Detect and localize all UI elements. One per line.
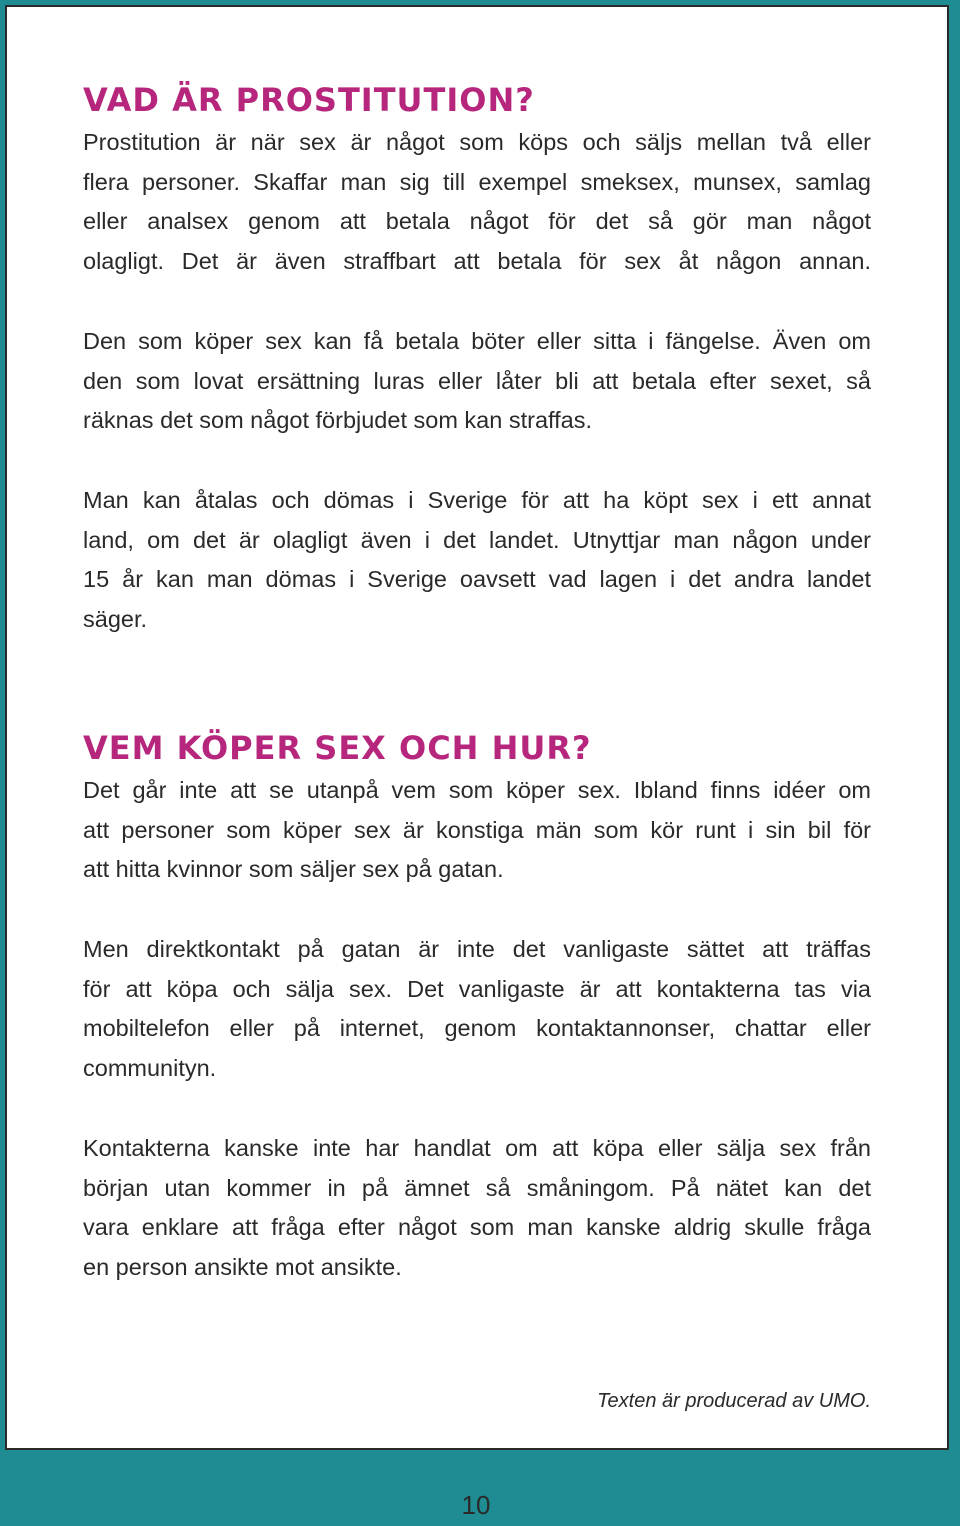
paragraph — [83, 930, 871, 1089]
text-line: vara enklare att fråga efter något som man kanske aldrig skulle fråga — [83, 1214, 871, 1241]
text-line: eller analsex genom att betala något för det så gör man något — [83, 208, 871, 235]
text-line: räknas det som något förbjudet som kan straffas. — [83, 407, 593, 434]
text-line: Prostitution är när sex är något som köps och säljs mellan två eller — [83, 129, 871, 155]
text-line: Men direktkontakt på gatan är inte det vanligaste sättet att träffas — [83, 936, 871, 962]
paragraph — [83, 123, 871, 282]
text-line: Kontakterna kanske inte har handlat om att köpa eller sälja sex från — [83, 1135, 871, 1161]
paragraph — [83, 481, 871, 640]
text-line: olagligt. Det är även straffbart att betala för sex åt någon annan. — [83, 248, 871, 275]
credit-note: Texten är producerad av UMO. — [597, 1390, 871, 1412]
paragraph — [83, 322, 871, 441]
text-line: Den som köper sex kan få betala böter eller sitta i fängelse. Även om — [83, 328, 871, 354]
text-line: början utan kommer in på ämnet så småningom. På nätet kan det — [83, 1174, 871, 1201]
text-line: 15 år kan man dömas i Sverige oavsett vad lagen i det andra landet — [83, 566, 871, 593]
text-line: Man kan åtalas och dömas i Sverige för att ha köpt sex i ett annat — [83, 487, 871, 513]
text-line: communityn. — [83, 1055, 217, 1082]
text-line: Det går inte att se utanpå vem som köper sex. Ibland finns idéer om — [83, 777, 871, 803]
text-line: mobiltelefon eller på internet, genom kontaktannonser, chattar eller — [83, 1015, 871, 1042]
text-line: den som lovat ersättning luras eller låter bli att betala efter sexet, så — [83, 367, 871, 394]
paragraph — [83, 771, 871, 890]
paragraph — [83, 1129, 871, 1288]
text-line: flera personer. Skaffar man sig till exempel smeksex, munsex, samlag — [83, 168, 871, 195]
text-line: att personer som köper sex är konstiga män som kör runt i sin bil för — [83, 816, 871, 843]
text-line: land, om det är olagligt även i det landet. Utnyttjar man någon under — [83, 526, 871, 553]
heading-what-is-prostitution: VAD ÄR PROSTITUTION? — [83, 81, 535, 119]
page-number: 10 — [461, 1490, 491, 1520]
document-page — [5, 5, 949, 1450]
text-line: säger. — [83, 606, 148, 633]
text-line: en person ansikte mot ansikte. — [83, 1254, 402, 1281]
heading-who-buys-sex: VEM KÖPER SEX OCH HUR? — [83, 729, 592, 767]
text-line: för att köpa och sälja sex. Det vanligaste är att kontakterna tas via — [83, 975, 871, 1002]
text-line: att hitta kvinnor som säljer sex på gatan. — [83, 856, 504, 883]
